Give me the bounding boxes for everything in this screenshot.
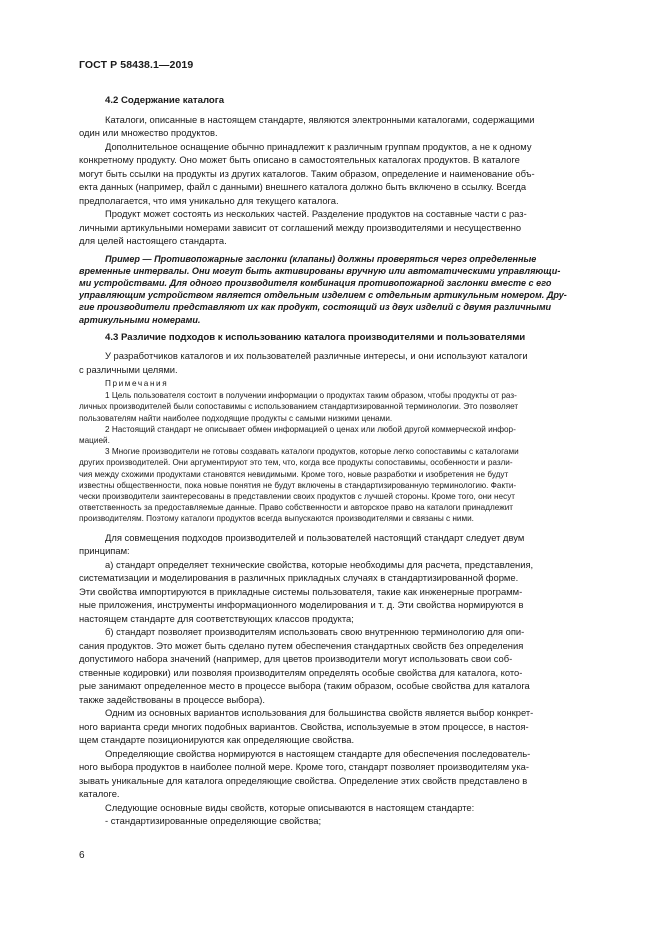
text-line: чески производители заинтересованы в представлении своих продуктов с лучшей стороны. Кроме того, они несут bbox=[79, 492, 516, 502]
text-line: личных производителей были сопоставимы с использованием стандартизированной терминологии. Это позволяет bbox=[79, 402, 519, 412]
page-number: 6 bbox=[79, 850, 85, 861]
text-line: принципам: bbox=[79, 545, 130, 557]
example-block bbox=[79, 253, 616, 326]
paragraph bbox=[79, 113, 616, 140]
note-3 bbox=[79, 446, 616, 524]
document-header: ГОСТ Р 58438.1—2019 bbox=[79, 59, 194, 71]
notes-heading: Примечания bbox=[105, 379, 169, 389]
text-line: 3 Многие производители не готовы создавать каталоги продуктов, которые легко сопоставимы с каталогами bbox=[105, 447, 519, 457]
page-content bbox=[79, 94, 616, 828]
text-line: конкретному продукту. Оно может быть описано в самостоятельных каталогах продуктов. В каталоге bbox=[79, 154, 520, 165]
section-title-4-2: 4.2 Содержание каталога bbox=[105, 95, 225, 106]
paragraph bbox=[79, 706, 616, 747]
text-line: рые занимают определенное место в процессе выбора (таким образом, особые свойства для каталога bbox=[79, 680, 530, 692]
text-line: У разработчиков каталогов и их пользователей различные интересы, и они используют каталоги bbox=[105, 350, 528, 362]
text-line: предполагается, что имя уникально для текущего каталога. bbox=[79, 194, 339, 206]
section-title-4-3: 4.3 Различие подходов к использованию каталога производителями и пользователями bbox=[105, 331, 526, 343]
text-line: могут быть ссылки на продукты из других каталогов. Таким образом, определение и наименование объ- bbox=[79, 167, 535, 179]
text-line: ответственность за предоставляемые данные. Право собственности и авторское право на каталоги принадлежит bbox=[79, 503, 514, 513]
text-line: ми устройствами. Для одного производителя комбинация противопожарной заслонки вместе с его bbox=[79, 277, 552, 288]
text-line: - стандартизированные определяющие свойства; bbox=[105, 815, 322, 827]
paragraph bbox=[79, 140, 616, 208]
text-line: с различными целями. bbox=[79, 363, 178, 375]
text-line: Пример — Противопожарные заслонки (клапаны) должны проверяться через определенные bbox=[105, 253, 537, 264]
text-line: для целей настоящего стандарта. bbox=[79, 235, 227, 246]
text-line: щем стандарте позиционируются как определяющие свойства. bbox=[79, 734, 355, 746]
text-line: Эти свойства импортируются в прикладные системы пользователя, такие как инженерные программ- bbox=[79, 585, 523, 597]
list-item-dash bbox=[79, 814, 616, 828]
text-line: один или множество продуктов. bbox=[79, 127, 218, 138]
paragraph bbox=[79, 747, 616, 801]
text-line: личными артикульными номерами зависит от соглашений между производителями и несущественно bbox=[79, 221, 522, 233]
paragraph bbox=[79, 801, 616, 815]
text-line: ственные кодировки) или позволяя производителям определять особые свойства для каталога, кото- bbox=[79, 666, 523, 678]
text-line: управляющим устройством является отдельным изделием с отдельным артикульным номером. Дру- bbox=[79, 290, 567, 301]
text-line: допустимого набора значений (например, для цветов производители могут использовать свои соб- bbox=[79, 653, 513, 665]
text-line: артикульными номерами. bbox=[79, 314, 201, 325]
text-line: екта данных (например, файл с данными) внешнего каталога должно быть включено в ссылку. Всегда bbox=[79, 181, 527, 192]
text-line: Определяющие свойства нормируются в настоящем стандарте для обеспечения последователь- bbox=[105, 747, 531, 759]
text-line: 2 Настоящий стандарт не описывает обмен информацией о ценах или любой другой коммерческой инфор- bbox=[105, 424, 516, 434]
text-line: настоящем стандарте для соответствующих классов продукта; bbox=[79, 612, 354, 624]
text-line: Одним из основных вариантов использования для большинства свойств является выбор конкрет- bbox=[105, 707, 534, 719]
text-line: систематизации и моделирования в различных прикладных случаях в стандартизированной форме. bbox=[79, 572, 519, 584]
text-line: каталоге. bbox=[79, 788, 120, 800]
text-line: Каталоги, описанные в настоящем стандарте, являются электронными каталогами, содержащими bbox=[105, 113, 535, 125]
text-line: а) стандарт определяет технические свойства, которые необходимы для расчета, представления, bbox=[105, 558, 534, 570]
text-line: 1 Цель пользователя состоит в получении информации о продуктах таким образом, чтобы продукты от раз- bbox=[105, 391, 517, 401]
paragraph bbox=[79, 207, 616, 248]
text-line: ного выбора продуктов в наиболее полной мере. Кроме того, стандарт позволяет производителям ука- bbox=[79, 761, 529, 773]
text-line: производителям. Поэтому каталоги продуктов всегда выпускаются производителями и связаны с ними. bbox=[79, 514, 474, 524]
text-line: Следующие основные виды свойств, которые описываются в настоящем стандарте: bbox=[105, 801, 475, 813]
text-line: Для совмещения подходов производителей и пользователей настоящий стандарт следует двум bbox=[105, 531, 525, 543]
text-line: ные приложения, инструменты информационного моделирования и т. д. Эти свойства нормируются в bbox=[79, 599, 524, 611]
text-line: других производителей. Они аргументируют это тем, что, когда все продукты сопоставимы, особенности и разли- bbox=[79, 458, 513, 468]
text-line: Продукт может состоять из нескольких частей. Разделение продуктов на составные части с раз- bbox=[105, 208, 527, 219]
text-line: известны общественности, пока новые понятия не будут включены в стандартизированную терминологию. Факти- bbox=[79, 480, 517, 490]
text-line: б) стандарт позволяет производителям использовать свою внутреннюю терминологию для опи- bbox=[105, 626, 525, 638]
list-item-a bbox=[79, 558, 616, 626]
text-line: Дополнительное оснащение обычно принадлежит к различным группам продуктов, а не к одному bbox=[105, 140, 532, 152]
text-line: мацией. bbox=[79, 436, 110, 446]
text-line: ного варианта среди многих подобных вариантов. Свойства, используемые в этом процессе, в настоя- bbox=[79, 720, 529, 732]
text-line: пользователям найти наиболее подходящие продукты с самыми низкими ценами. bbox=[79, 413, 393, 423]
text-line: чия между схожими продуктами становятся невидимыми. Кроме того, новые разработки и изобретения не будут bbox=[79, 469, 509, 479]
text-line: сания продуктов. Это может быть сделано путем обеспечения стандартных свойств без определения bbox=[79, 639, 524, 651]
text-line: также задействованы в процессе выбора). bbox=[79, 693, 265, 705]
list-item-b bbox=[79, 625, 616, 706]
text-line: гие производители представляют их как продукт, состоящий из двух изделий с двумя различными bbox=[79, 302, 552, 313]
text-line: зывать уникальные для каталога определяющие свойства. Определение этих свойств представлено в bbox=[79, 774, 528, 786]
text-line: временные интервалы. Они могут быть активированы вручную или автоматическими управляющи- bbox=[79, 265, 561, 276]
note-2 bbox=[79, 424, 616, 446]
paragraph bbox=[79, 531, 616, 558]
note-1 bbox=[79, 390, 616, 424]
paragraph bbox=[79, 349, 616, 376]
